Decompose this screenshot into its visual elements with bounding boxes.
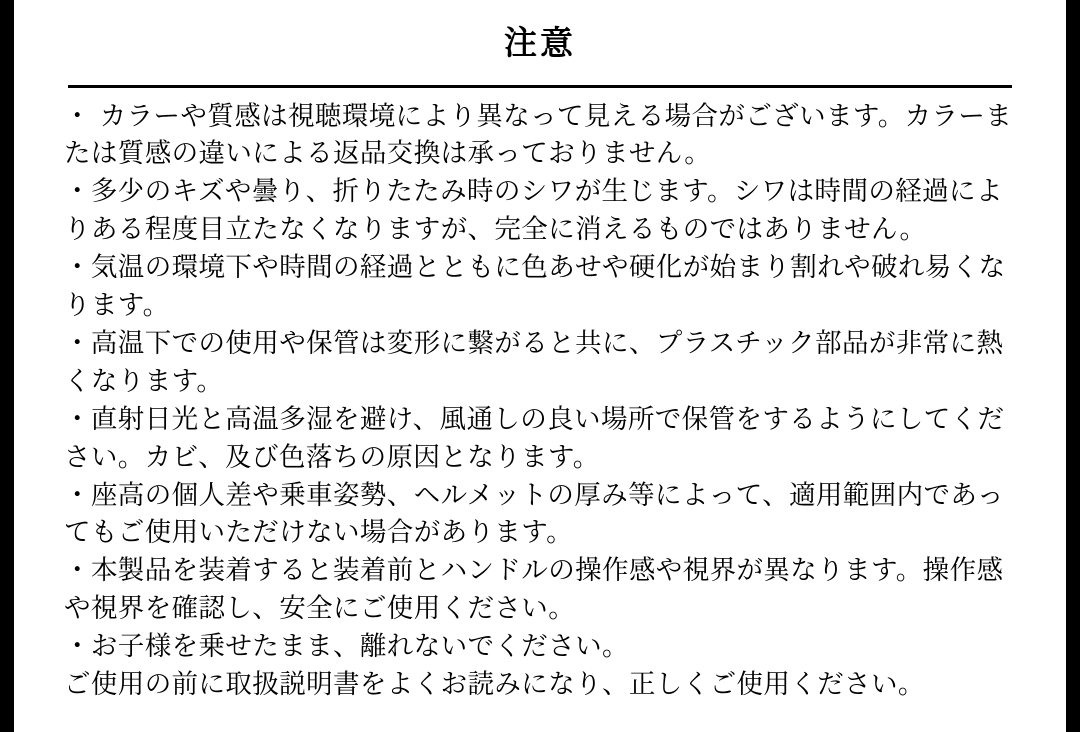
notice-list: [64, 98, 1016, 666]
list-item: ・座高の個人差や乗車姿勢、ヘルメットの厚み等によって、適用範囲内であってもご使用いただけない場合があります。: [64, 479, 1004, 549]
list-item: ・多少のキズや曇り、折りたたみ時のシワが生じます。シワは時間の経過によりある程度目立たなくなりますが、完全に消えるものではありません。: [64, 176, 1003, 246]
page-title: 注意: [504, 23, 576, 62]
title-divider: [68, 85, 1012, 88]
list-item: ・本製品を装着すると装着前とハンドルの操作感や視界が異なります。操作感や視界を確認し、安全にご使用ください。: [64, 555, 1004, 625]
list-item: ・高温下での使用や保管は変形に繋がると共に、プラスチック部品が非常に熱くなります。: [64, 327, 1004, 397]
left-border-bar: [0, 0, 14, 732]
list-item: ・お子様を乗せたまま、離れないでください。: [64, 631, 629, 663]
list-item: ・直射日光と高温多湿を避け、風通しの良い場所で保管をするようにしてください。カビ、及び色落ちの原因となります。: [64, 403, 1005, 473]
list-item: ・気温の環境下や時間の経過とともに色あせや硬化が始まり割れや破れ易くなります。: [64, 252, 1006, 322]
document-content: [14, 0, 1066, 732]
closing-statement: ご使用の前に取扱説明書をよくお読みになり、正しくご使用ください。: [64, 668, 925, 700]
right-border-bar: [1066, 0, 1080, 732]
list-item: ・ カラーや質感は視聴環境により異なって見える場合がございます。カラーまたは質感の違いによる返品交換は承っておりません。: [64, 100, 1013, 170]
